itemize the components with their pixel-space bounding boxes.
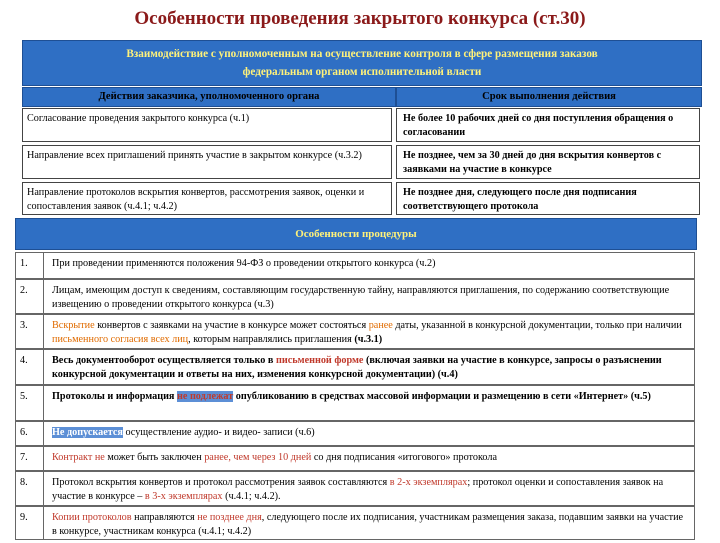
item-number: 8. bbox=[16, 472, 44, 505]
header-line-2: федеральным органом исполнительной власти bbox=[242, 66, 482, 78]
item-text-emph: не подлежат bbox=[177, 391, 234, 402]
item-text-emph: Контракт не bbox=[52, 452, 105, 463]
item-text: направляются bbox=[131, 512, 198, 523]
item-number: 3. bbox=[16, 315, 44, 348]
column-header-deadline: Срок выполнения действия bbox=[396, 87, 702, 107]
item-text-emph: в 2-х экземплярах bbox=[389, 477, 468, 488]
item-text: Весь документооборот осуществляется только в bbox=[52, 355, 276, 366]
item-text: ; протокол оценки и сопоставления заявок на участие в конкурсе – bbox=[52, 477, 664, 502]
item-text-emph: ранее, чем через 10 дней bbox=[204, 452, 312, 463]
procedure-item-8 bbox=[15, 471, 695, 506]
item-text: опубликованию в средствах массовой информации и размещению в сети «Интернет» (ч.5) bbox=[233, 391, 651, 402]
item-text-emph: в 3-х экземплярах bbox=[144, 491, 223, 502]
item-text: , следующего после их подписания, участникам размещения заказа, подавшим заявки на участие в конкурсе, участникам конкурса (ч.4.1; ч.4.2) bbox=[52, 512, 684, 537]
action-row bbox=[22, 182, 700, 215]
item-text: (включая заявки на участие в конкурсе, запросы о разъяснении конкурсной документации и ответы на них, изменения конкурсной документации) (ч.4) bbox=[52, 355, 662, 380]
item-text: конвертов с заявками на участие в конкурсе может состояться bbox=[94, 320, 369, 331]
header-line-1: Взаимодействие с уполномоченным на осуществление контроля в сфере размещения заказов bbox=[126, 48, 598, 60]
column-header-actions: Действия заказчика, уполномоченного органа bbox=[22, 87, 396, 107]
procedure-item-1 bbox=[15, 252, 695, 279]
item-text-emph: Вскрытие bbox=[52, 320, 95, 331]
item-number: 7. bbox=[16, 447, 44, 470]
item-text: даты, указанной в конкурсной документации, только при наличии bbox=[392, 320, 682, 331]
item-text-emph: письменного согласия всех лиц bbox=[52, 334, 189, 345]
item-text: Протокол вскрытия конвертов и протокол рассмотрения заявок составляются bbox=[52, 477, 390, 488]
deadline-cell: Не позднее, чем за 30 дней до дня вскрытия конвертов с заявками на участие в конкурсе bbox=[396, 145, 700, 179]
item-number: 4. bbox=[16, 350, 44, 384]
item-text-emph: ранее bbox=[368, 320, 393, 331]
item-text: Протоколы и информация bbox=[52, 391, 177, 402]
procedure-item-3 bbox=[15, 314, 695, 349]
item-number: 9. bbox=[16, 507, 44, 539]
deadline-cell: Не позднее дня, следующего после дня подписания соответствующего протокола bbox=[396, 182, 700, 215]
item-text-emph: не позднее дня bbox=[197, 512, 262, 523]
item-text-emph: Копии протоколов bbox=[52, 512, 132, 523]
item-number: 2. bbox=[16, 280, 44, 313]
item-text-ref: (ч.3.1) bbox=[354, 334, 383, 345]
procedure-item-7 bbox=[15, 446, 695, 471]
item-text: , которым направлялись приглашения bbox=[188, 334, 355, 345]
item-text: осуществление аудио- и видео- записи (ч.6) bbox=[122, 427, 315, 438]
item-text: Лицам, имеющим доступ к сведениям, составляющим государственную тайну, направляются приглашения, по содержанию соответствующие извещению о проведении открытого конкурса (ч.3) bbox=[52, 285, 670, 310]
procedure-header bbox=[15, 218, 697, 250]
procedure-item-9 bbox=[15, 506, 695, 540]
interaction-header bbox=[22, 40, 702, 86]
item-text: со дня подписания «итогового» протокола bbox=[311, 452, 497, 463]
procedure-item-4 bbox=[15, 349, 695, 385]
action-cell: Согласование проведения закрытого конкурса (ч.1) bbox=[22, 108, 392, 142]
item-text-emph: Не допускается bbox=[52, 427, 123, 438]
action-cell: Направление всех приглашений принять участие в закрытом конкурсе (ч.3.2) bbox=[22, 145, 392, 179]
page-title: Особенности проведения закрытого конкурса (ст.30) bbox=[134, 8, 586, 29]
procedure-item-2 bbox=[15, 279, 695, 314]
item-text: может быть заключен bbox=[104, 452, 205, 463]
item-text-emph: письменной форме bbox=[275, 355, 364, 366]
action-cell: Направление протоколов вскрытия конвертов, рассмотрения заявок, оценки и сопоставления заявок (ч.4.1; ч.4.2) bbox=[22, 182, 392, 215]
item-text: При проведении применяются положения 94-ФЗ о проведении открытого конкурса (ч.2) bbox=[52, 258, 436, 269]
procedure-item-6 bbox=[15, 421, 695, 446]
item-number: 1. bbox=[16, 253, 44, 278]
item-text: (ч.4.1; ч.4.2). bbox=[222, 491, 281, 502]
action-row bbox=[22, 108, 700, 142]
item-number: 6. bbox=[16, 422, 44, 445]
procedure-item-5 bbox=[15, 385, 695, 421]
procedure-title: Особенности процедуры bbox=[295, 228, 417, 240]
deadline-cell: Не более 10 рабочих дней со дня поступления обращения о согласовании bbox=[396, 108, 700, 142]
item-number: 5. bbox=[16, 386, 44, 420]
action-row bbox=[22, 145, 700, 179]
